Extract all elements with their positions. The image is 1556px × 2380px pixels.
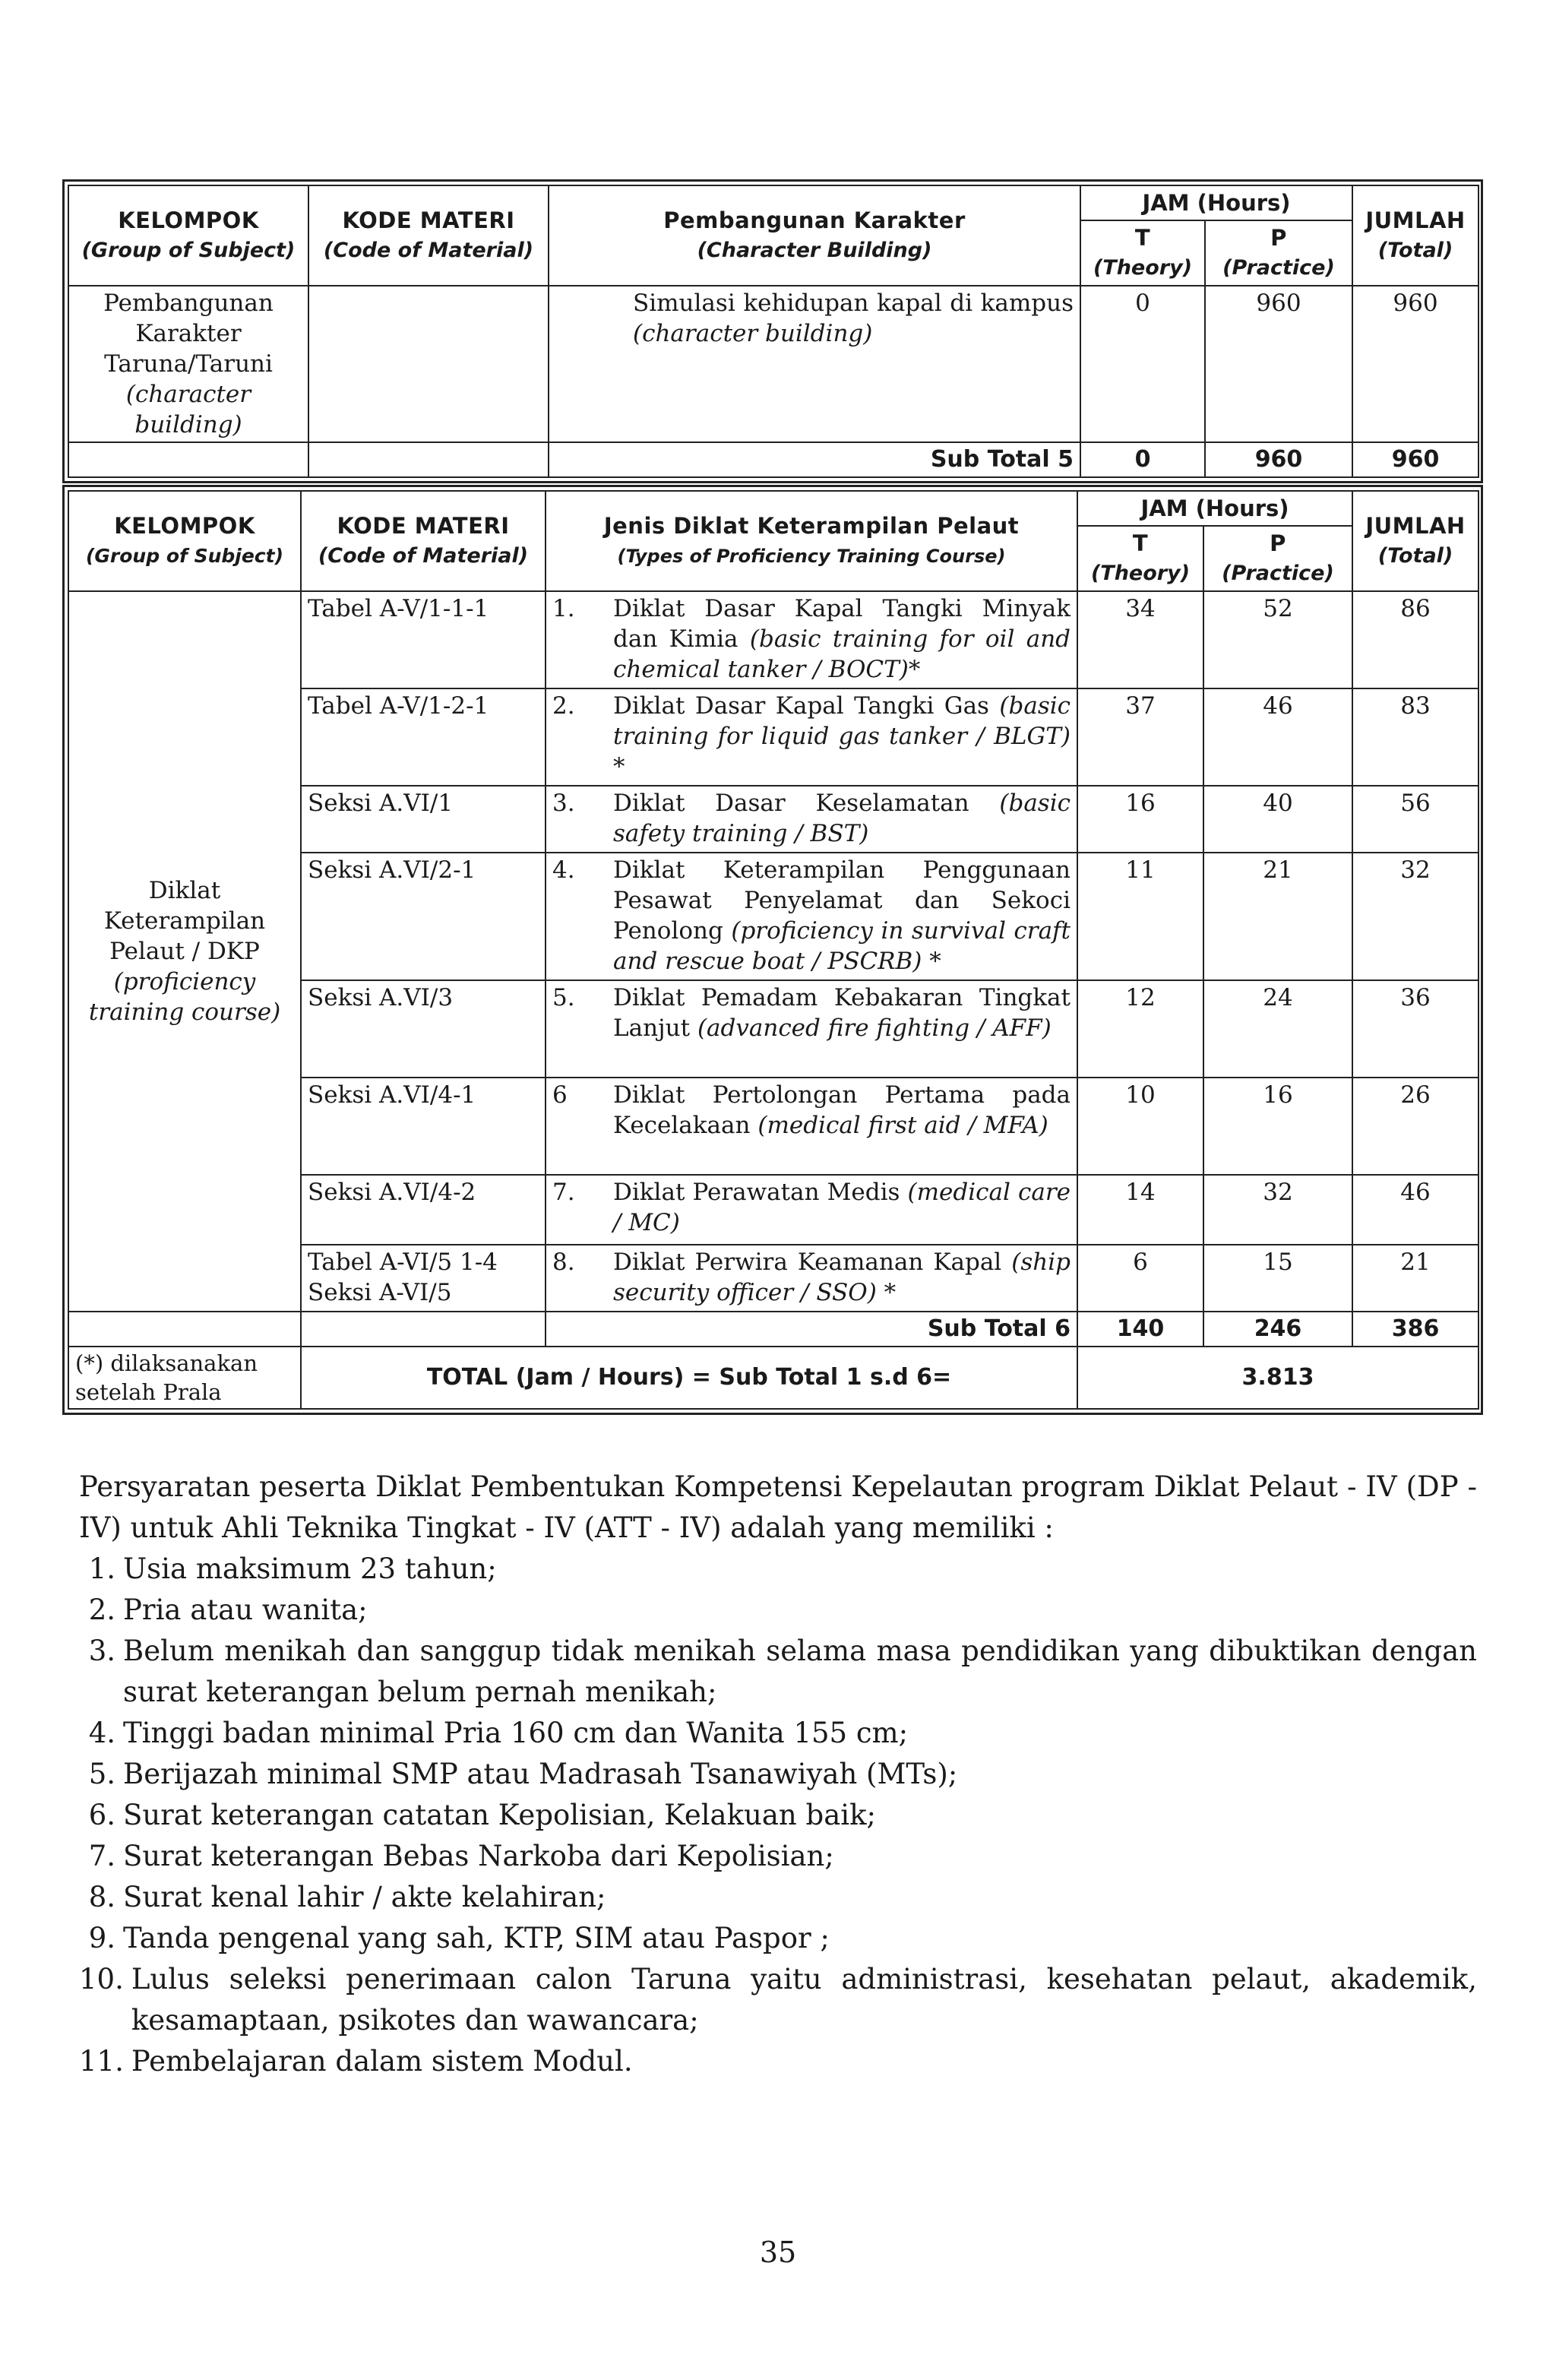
header-subject: Jenis Diklat Keterampilan Pelaut (Types of Proficiency Training Course) — [546, 491, 1077, 591]
course-cell: 3. Diklat Dasar Keselamatan (basic safety training / BST) — [546, 786, 1077, 853]
subtotal-theory: 0 — [1080, 442, 1205, 477]
theory-cell: 10 — [1077, 1078, 1203, 1175]
footnote: (*) dilaksanakan setelah Prala — [68, 1347, 301, 1409]
practice-cell: 15 — [1203, 1245, 1352, 1312]
requirements-list — [79, 1549, 1477, 2082]
code-cell: Seksi A.VI/1 — [301, 786, 546, 853]
grand-total-row — [68, 1347, 1479, 1409]
theory-cell: 34 — [1077, 591, 1203, 688]
list-item: 9. Tanda pengenal yang sah, KTP, SIM atau Paspor ; — [88, 1922, 830, 1954]
code-cell: Seksi A.VI/4-2 — [301, 1175, 546, 1245]
header-group: KELOMPOK (Group of Subject) — [68, 491, 301, 591]
subtotal-row — [68, 1312, 1479, 1347]
header-theory: T (Theory) — [1077, 526, 1203, 591]
header-hours: JAM (Hours) — [1077, 491, 1352, 526]
course-cell: 8. Diklat Perwira Keamanan Kapal (ship security officer / SSO) * — [546, 1245, 1077, 1312]
subtotal-label: Sub Total 6 — [546, 1312, 1077, 1347]
total-cell: 36 — [1352, 980, 1479, 1078]
group-cell: Diklat Keterampilan Pelaut / DKP (proficiency training course) — [68, 591, 301, 1312]
character-building-table — [62, 179, 1483, 483]
course-cell: 1. Diklat Dasar Kapal Tangki Minyak dan Kimia (basic training for oil and chemical tanker / BOCT)* — [546, 591, 1077, 688]
total-cell: 83 — [1352, 688, 1479, 786]
code-cell: Seksi A.VI/4-1 — [301, 1078, 546, 1175]
practice-cell: 52 — [1203, 591, 1352, 688]
subtotal-theory: 140 — [1077, 1312, 1203, 1347]
subtotal-row — [68, 442, 1479, 477]
course-cell: 2. Diklat Dasar Kapal Tangki Gas (basic training for liquid gas tanker / BLGT) * — [546, 688, 1077, 786]
list-item: 4. Tinggi badan minimal Pria 160 cm dan Wanita 155 cm; — [88, 1717, 909, 1749]
table-row — [68, 286, 1479, 442]
list-item: 11. Pembelajaran dalam sistem Modul. — [79, 2045, 633, 2078]
practice-cell: 21 — [1203, 853, 1352, 980]
list-item: 10. Lulus seleksi penerimaan calon Taruna yaitu administrasi, kesehatan pelaut, akademik, kesamaptaan, psikotes dan wawancara; — [79, 1963, 1477, 2037]
total-cell: 960 — [1352, 286, 1479, 442]
code-cell: Tabel A-V/1-1-1 — [301, 591, 546, 688]
header-total: JUMLAH (Total) — [1352, 491, 1479, 591]
header-practice: P (Practice) — [1205, 220, 1352, 286]
header-code: KODE MATERI (Code of Material) — [308, 185, 549, 286]
practice-cell: 960 — [1205, 286, 1352, 442]
header-theory: T (Theory) — [1080, 220, 1205, 286]
practice-cell: 32 — [1203, 1175, 1352, 1245]
requirements-section — [79, 1467, 1477, 2082]
list-item: 7. Surat keterangan Bebas Narkoba dari Kepolisian; — [88, 1840, 834, 1872]
group-cell: Pembangunan Karakter Taruna/Taruni (character building) — [68, 286, 308, 442]
course-cell: 5. Diklat Pemadam Kebakaran Tingkat Lanjut (advanced fire fighting / AFF) — [546, 980, 1077, 1078]
header-subject: Pembangunan Karakter (Character Building) — [549, 185, 1080, 286]
grand-total-value: 3.813 — [1077, 1347, 1479, 1409]
code-cell: Seksi A.VI/3 — [301, 980, 546, 1078]
list-item: 3. Belum menikah dan sanggup tidak menikah selama masa pendidikan yang dibuktikan dengan surat keterangan belum pernah menikah; — [88, 1635, 1477, 1708]
header-code: KODE MATERI (Code of Material) — [301, 491, 546, 591]
subject-cell: Simulasi kehidupan kapal di kampus (character building) — [549, 286, 1080, 442]
code-cell: Tabel A-V/1-2-1 — [301, 688, 546, 786]
code-cell: Seksi A.VI/2-1 — [301, 853, 546, 980]
header-group: KELOMPOK (Group of Subject) — [68, 185, 308, 286]
page-number: 35 — [759, 2236, 797, 2269]
proficiency-training-table — [62, 485, 1483, 1415]
theory-cell: 16 — [1077, 786, 1203, 853]
code-cell — [308, 286, 549, 442]
course-cell: 6 Diklat Pertolongan Pertama pada Kecelakaan (medical first aid / MFA) — [546, 1078, 1077, 1175]
requirements-intro: Persyaratan peserta Diklat Pembentukan Kompetensi Kepelautan program Diklat Pelaut - IV (DP - IV) untuk Ahli Teknika Tingkat - IV (ATT - IV) adalah yang memiliki : — [79, 1470, 1477, 1544]
theory-cell: 11 — [1077, 853, 1203, 980]
code-cell: Tabel A-VI/5 1-4 Seksi A-VI/5 — [301, 1245, 546, 1312]
grand-total-label: TOTAL (Jam / Hours) = Sub Total 1 s.d 6= — [301, 1347, 1077, 1409]
course-cell: 7. Diklat Perawatan Medis (medical care / MC) — [546, 1175, 1077, 1245]
practice-cell: 24 — [1203, 980, 1352, 1078]
table-row — [68, 591, 1479, 688]
subtotal-total: 960 — [1352, 442, 1479, 477]
list-item: 8. Surat kenal lahir / akte kelahiran; — [88, 1881, 606, 1913]
header-practice: P (Practice) — [1203, 526, 1352, 591]
total-cell: 21 — [1352, 1245, 1479, 1312]
subtotal-total: 386 — [1352, 1312, 1479, 1347]
practice-cell: 46 — [1203, 688, 1352, 786]
theory-cell: 6 — [1077, 1245, 1203, 1312]
practice-cell: 16 — [1203, 1078, 1352, 1175]
theory-cell: 37 — [1077, 688, 1203, 786]
theory-cell: 14 — [1077, 1175, 1203, 1245]
total-cell: 32 — [1352, 853, 1479, 980]
practice-cell: 40 — [1203, 786, 1352, 853]
list-item: 5. Berijazah minimal SMP atau Madrasah Tsanawiyah (MTs); — [88, 1758, 958, 1790]
subtotal-label: Sub Total 5 — [549, 442, 1080, 477]
theory-cell: 12 — [1077, 980, 1203, 1078]
subtotal-practice: 246 — [1203, 1312, 1352, 1347]
course-cell: 4. Diklat Keterampilan Penggunaan Pesawat Penyelamat dan Sekoci Penolong (proficiency in survival craft and rescue boat / PSCRB) * — [546, 853, 1077, 980]
total-cell: 56 — [1352, 786, 1479, 853]
total-cell: 46 — [1352, 1175, 1479, 1245]
total-cell: 86 — [1352, 591, 1479, 688]
list-item: 6. Surat keterangan catatan Kepolisian, Kelakuan baik; — [88, 1799, 876, 1831]
theory-cell: 0 — [1080, 286, 1205, 442]
list-item: 2. Pria atau wanita; — [88, 1594, 368, 1626]
list-item: 1. Usia maksimum 23 tahun; — [88, 1552, 497, 1585]
total-cell: 26 — [1352, 1078, 1479, 1175]
header-hours: JAM (Hours) — [1080, 185, 1352, 220]
subtotal-practice: 960 — [1205, 442, 1352, 477]
header-total: JUMLAH (Total) — [1352, 185, 1479, 286]
